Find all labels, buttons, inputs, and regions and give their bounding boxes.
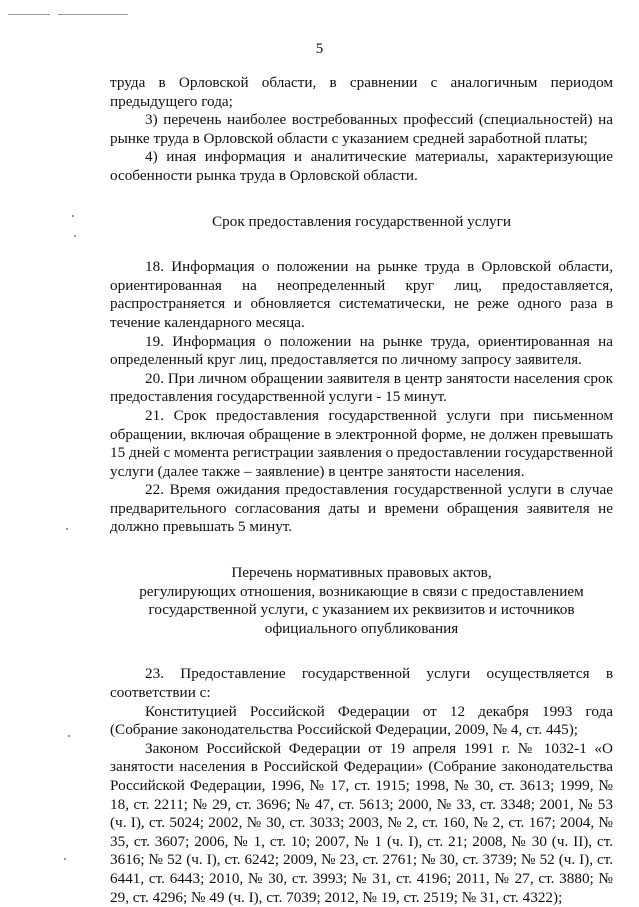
paragraph: 19. Информация о положении на рынке труда, ориентированная на определенный круг лиц, предоставляется по личному запросу заявителя. [110,332,613,369]
paragraph: 20. При личном обращении заявителя в центр занятости населения срок предоставления государственной услуги - 15 минут. [110,369,613,406]
scan-speck [66,528,68,530]
scan-speck [72,215,74,217]
section-heading-term: Срок предоставления государственной услуги [212,212,511,230]
page-number: 5 [315,41,324,57]
heading-line: официального опубликования [264,619,459,637]
heading-line: регулирующих отношения, возникающие в связи с предоставлением [139,582,584,600]
paragraph: 4) иная информация и аналитические материалы, характеризующие особенности рынка труда в Орловской области. [110,148,613,184]
heading-line: Перечень нормативных правовых актов, [231,564,492,582]
scan-speck [68,735,70,737]
paragraph: 22. Время ожидания предоставления государственной услуги в случае предварительного согласования даты и времени обращения заявителя не должно превышать 5 минут. [110,481,613,536]
heading-line: государственной услуги, с указанием их реквизитов и источников [148,601,575,619]
paragraph: 21. Срок предоставления государственной услуги при письменном обращении, включая обращение в электронной форме, не должен превышать 15 дней с момента регистрации заявления о предоставлении государственной услуги (далее также – заявление) в центре занятости населения. [110,406,613,480]
scan-speck [64,858,66,860]
paragraph: Законом Российской Федерации от 19 апреля 1991 г. № 1032-1 «О занятости населения в Российской Федерации» (Собрание законодательства Российской Федерации, 1996, № 17, ст. 1915; 1998, № 30, ст. 3613; 1999, № 18, ст. 2211; № 29, ст. 3696; № 47, ст. 5613; 2000, № 33, ст. 3348; 2001, № 53 (ч. I), ст. 5024; 2002, № 30, ст. 3033; 2003, № 2, ст. 160, № 2, ст. 167; 2004, № 35, ст. 3607; 2006, № 1, ст. 10; 2007, № 1 (ч. I), ст. 21; 2008, № 30 (ч. II), ст. 3616; № 52 (ч. I), ст. 6242; 2009, № 23, ст. 2761; № 30, ст. 3739; № 52 (ч. I), ст. 6441, ст. 6443; 2010, № 30, ст. 3993; № 31, ст. 4196; 2011, № 27, ст. 3880; № 29, ст. 4296; № 49 (ч. I), ст. 7039; 2012, № 19, ст. 2519; № 31, ст. 4322); [110,739,613,906]
paragraph: 18. Информация о положении на рынке труда в Орловской области, ориентированная на неопределенный круг лиц, предоставляется, распространяется и обновляется систематически, не реже одного раза в течение календарного месяца. [110,258,613,331]
paragraph: Конституцией Российской Федерации от 12 декабря 1993 года (Собрание законодательства Российской Федерации, 2009, № 4, ст. 445); [110,702,613,739]
scan-speck [74,235,76,237]
section-heading-acts [110,564,613,638]
scan-edge-line [8,14,50,15]
paragraph: труда в Орловской области, в сравнении с аналогичным периодом предыдущего года; [110,74,613,110]
paragraph: 23. Предоставление государственной услуги осуществляется в соответствии с: [110,665,613,702]
paragraph: 3) перечень наиболее востребованных профессий (специальностей) на рынке труда в Орловской области с указанием средней заработной платы; [110,111,613,147]
scan-edge-line [58,14,128,15]
document-body [110,74,613,907]
